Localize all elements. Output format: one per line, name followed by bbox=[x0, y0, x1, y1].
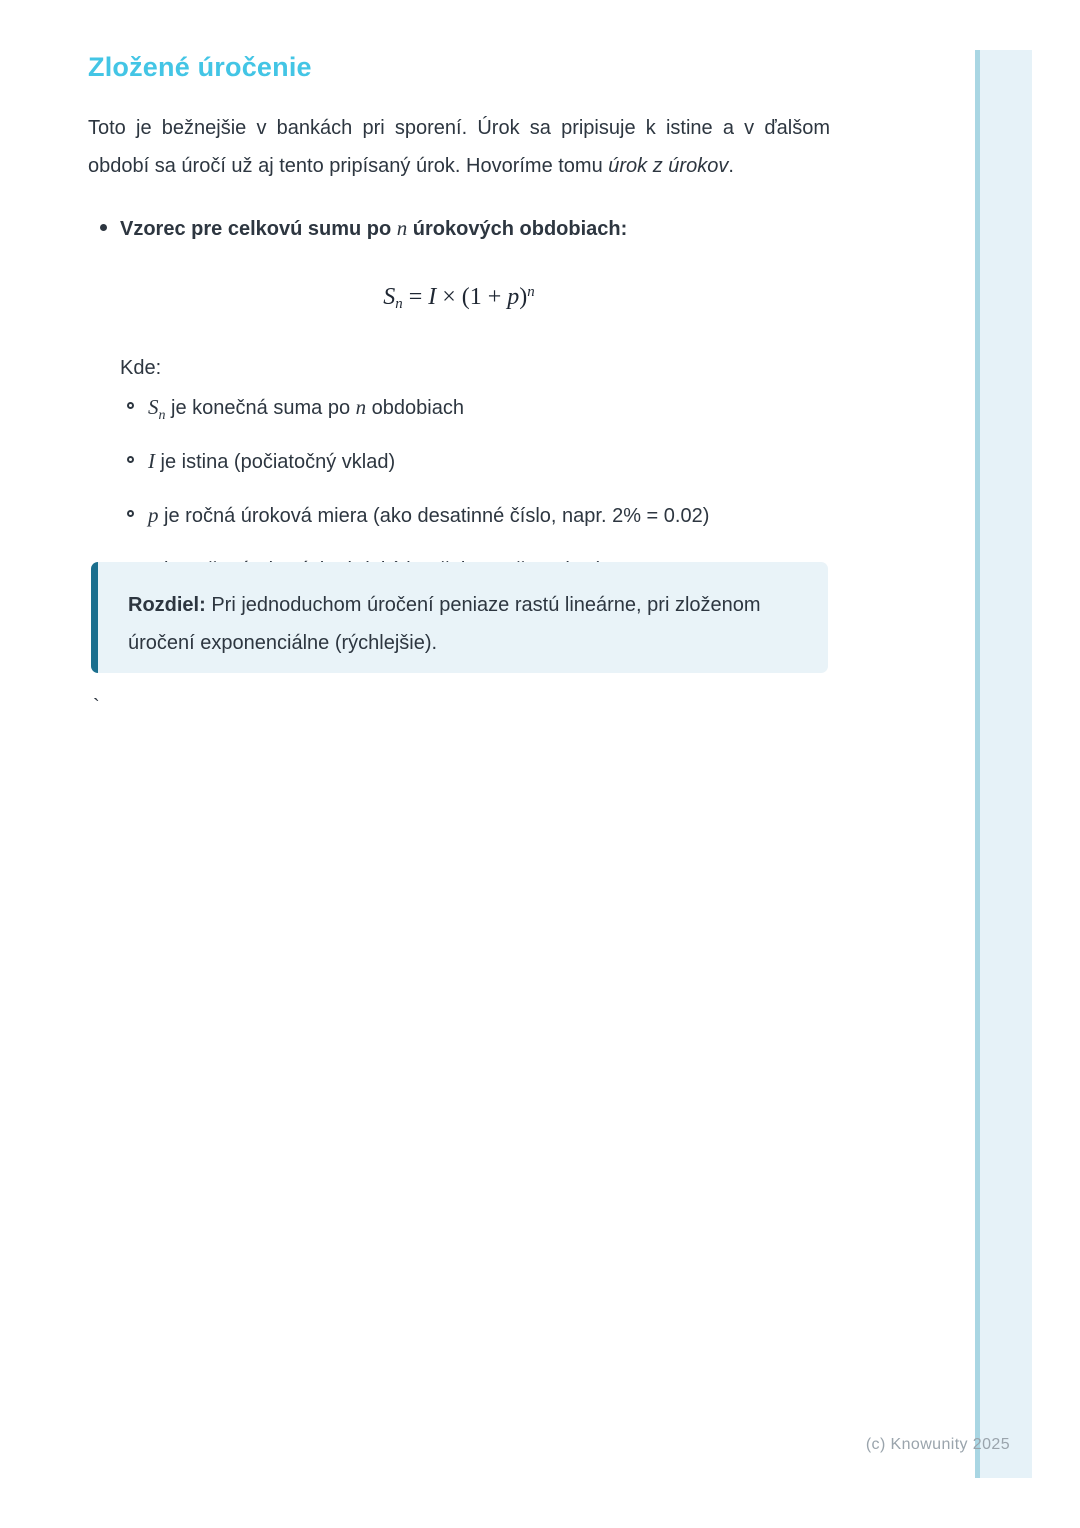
intro-paragraph bbox=[88, 109, 830, 185]
formula-bullet-variable-n: n bbox=[396, 216, 408, 240]
definition-text bbox=[148, 502, 709, 537]
formula-rate-symbol: p bbox=[507, 284, 520, 311]
formula-close-paren: ) bbox=[519, 284, 528, 311]
circle-bullet-icon bbox=[127, 456, 134, 463]
intro-text: Toto je bežnejšie v bankách pri sporení. Úrok sa pripisuje k istine a v ďalšom období sa úročí už aj tento pripísaný úrok. Hovoríme tomu bbox=[88, 117, 830, 177]
definition-description: je konečná suma po bbox=[165, 396, 356, 419]
formula-bullet-label bbox=[120, 215, 627, 242]
definition-variable: I bbox=[148, 448, 155, 473]
copyright-watermark: (c) Knowunity 2025 bbox=[865, 1436, 1010, 1453]
formula-exponent: n bbox=[527, 284, 535, 300]
intro-text-end: . bbox=[728, 155, 734, 177]
formula-operator-text: × (1 + bbox=[436, 284, 508, 311]
difference-callout-box bbox=[91, 562, 828, 673]
formula-principal-symbol: I bbox=[428, 284, 437, 311]
circle-bullet-icon bbox=[127, 402, 134, 409]
definition-description: je istina (počiatočný vklad) bbox=[155, 450, 396, 473]
definition-text bbox=[148, 394, 464, 429]
formula-sum-subscript: n bbox=[395, 295, 403, 312]
formula-bullet-text-before: Vzorec pre celkovú sumu po bbox=[120, 218, 397, 240]
intro-italic-phrase: úrok z úrokov bbox=[608, 155, 729, 177]
callout-label: Rozdiel: bbox=[128, 594, 206, 616]
page-side-stripe bbox=[975, 50, 1032, 1478]
definition-variable: p bbox=[148, 502, 159, 527]
where-label: Kde: bbox=[120, 356, 162, 379]
definition-variable-subscript: n bbox=[158, 407, 166, 423]
callout-text: Pri jednoduchom úročení peniaze rastú lineárne, pri zloženom úročení exponenciálne (rýchlejšie). bbox=[128, 594, 761, 654]
bullet-dot-icon bbox=[100, 224, 107, 231]
definition-item-i bbox=[127, 448, 830, 483]
definition-item-sn bbox=[127, 394, 830, 429]
circle-bullet-icon bbox=[127, 510, 134, 517]
formula-sum-symbol: S bbox=[383, 284, 396, 311]
formula-equals-sign: = bbox=[402, 284, 429, 311]
document-content bbox=[88, 52, 830, 610]
definition-text bbox=[148, 448, 395, 483]
definition-item-p bbox=[127, 502, 830, 537]
definition-inline-variable: n bbox=[355, 394, 367, 419]
definition-description-end: obdobiach bbox=[366, 396, 464, 419]
formula-bullet-item bbox=[88, 215, 830, 242]
page-title: Zložené úročenie bbox=[88, 52, 312, 82]
definition-description: je ročná úroková miera (ako desatinné číslo, napr. 2% = 0.02) bbox=[158, 504, 710, 527]
stray-backtick-character: ` bbox=[93, 696, 100, 718]
formula-bullet-text-after: úrokových obdobiach: bbox=[407, 218, 628, 240]
compound-interest-formula bbox=[88, 284, 830, 313]
definition-variable: S bbox=[148, 394, 159, 419]
